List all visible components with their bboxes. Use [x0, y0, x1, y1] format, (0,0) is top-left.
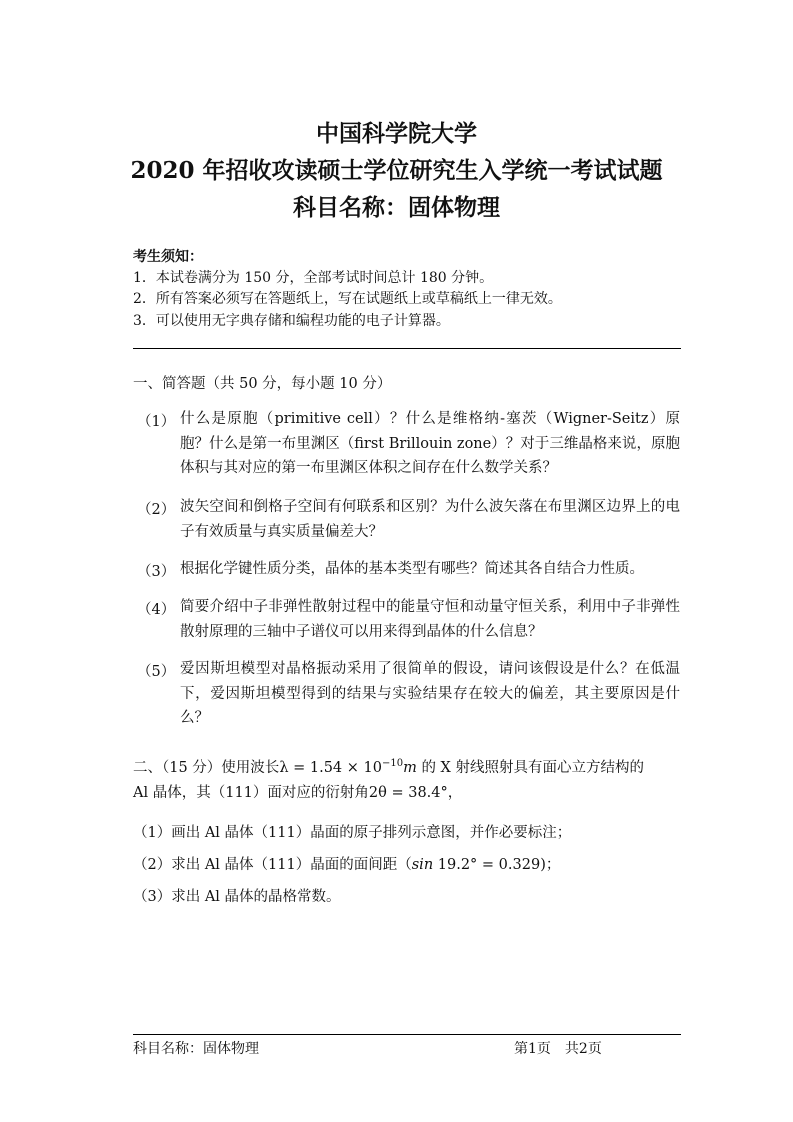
question-number: （2） [137, 502, 176, 518]
section2-text: ， [447, 785, 463, 801]
angle-formula: 2θ = 38.4° [368, 785, 448, 801]
section2-item: （3）求出 Al 晶体的晶格常数。 [133, 889, 341, 905]
notice-item: 3．可以使用无字典存储和编程功能的电子计算器。 [133, 313, 450, 329]
footer-divider [133, 1034, 681, 1035]
sin-eq: 19.2° = 0.329 [433, 857, 541, 873]
question-text: 简要介绍中子非弹性散射过程中的能量守恒和动量守恒关系，利用中子非弹性散射原理的三轴中子谱仪可以用来得到晶体的什么信息？ [180, 599, 680, 640]
question-number: （4） [137, 602, 176, 618]
divider [133, 348, 681, 349]
section1-heading: 一、简答题（共 50 分，每小题 10 分） [133, 376, 392, 392]
section2-line2 [133, 781, 462, 802]
question-number: （3） [137, 564, 176, 580]
section2-item: （1）画出 Al 晶体（111）晶面的原子排列示意图，并作必要标注； [133, 825, 572, 841]
section2-text: 二、（15 分）使用波长 [133, 760, 280, 776]
footer-page: 第1页 共2页 [514, 1041, 602, 1057]
subject-title: 科目名称：固体物理 [293, 194, 500, 221]
section2-text: 的 X 射线照射具有面心立方结构的 [416, 760, 644, 776]
notice-heading: 考生须知： [133, 249, 203, 265]
question-text: 波矢空间和倒格子空间有何联系和区别？为什么波矢落在布里渊区边界上的电子有效质量与真实质量偏差大？ [180, 499, 680, 540]
university-title: 中国科学院大学 [316, 120, 477, 147]
notice-item: 2．所有答案必须写在答题纸上，写在试题纸上或草稿纸上一律无效。 [133, 291, 562, 307]
lambda-eq: λ = 1.54 × 10 [279, 760, 382, 776]
notice-item: 1．本试卷满分为 150 分，全部考试时间总计 180 分钟。 [133, 270, 494, 286]
footer-subject: 科目名称：固体物理 [133, 1041, 259, 1057]
question-text: 根据化学键性质分类，晶体的基本类型有哪些？简述其各自结合力性质。 [180, 561, 644, 577]
section2-text: Al 晶体，其（111）面对应的衍射角 [133, 785, 369, 801]
section2-item-2 [133, 853, 560, 874]
sin-fn: sin [411, 857, 434, 873]
section2-item-end: )； [540, 857, 561, 873]
unit: m [403, 760, 417, 776]
exponent: −10 [381, 758, 404, 770]
section2-line1 [133, 756, 644, 777]
question-text: 什么是原胞（primitive cell）？什么是维格纳-塞茨（Wigner-Seitz）原胞？什么是第一布里渊区（first Brillouin zone）？对于三维晶格来说，原胞体积与其对应的第一布里渊区体积之间存在什么数学关系？ [180, 411, 680, 476]
wavelength-formula [279, 760, 417, 776]
section2-item-text: （2）求出 Al 晶体（111）晶面的面间距（ [133, 857, 412, 873]
question-number: （1） [137, 414, 176, 430]
question-number: （5） [137, 664, 176, 680]
exam-title: 2020 年招收攻读硕士学位研究生入学统一考试试题 [130, 157, 663, 184]
question-text: 爱因斯坦模型对晶格振动采用了很简单的假设，请问该假设是什么？在低温下，爱因斯坦模型得到的结果与实验结果存在较大的偏差，其主要原因是什么？ [180, 661, 680, 726]
